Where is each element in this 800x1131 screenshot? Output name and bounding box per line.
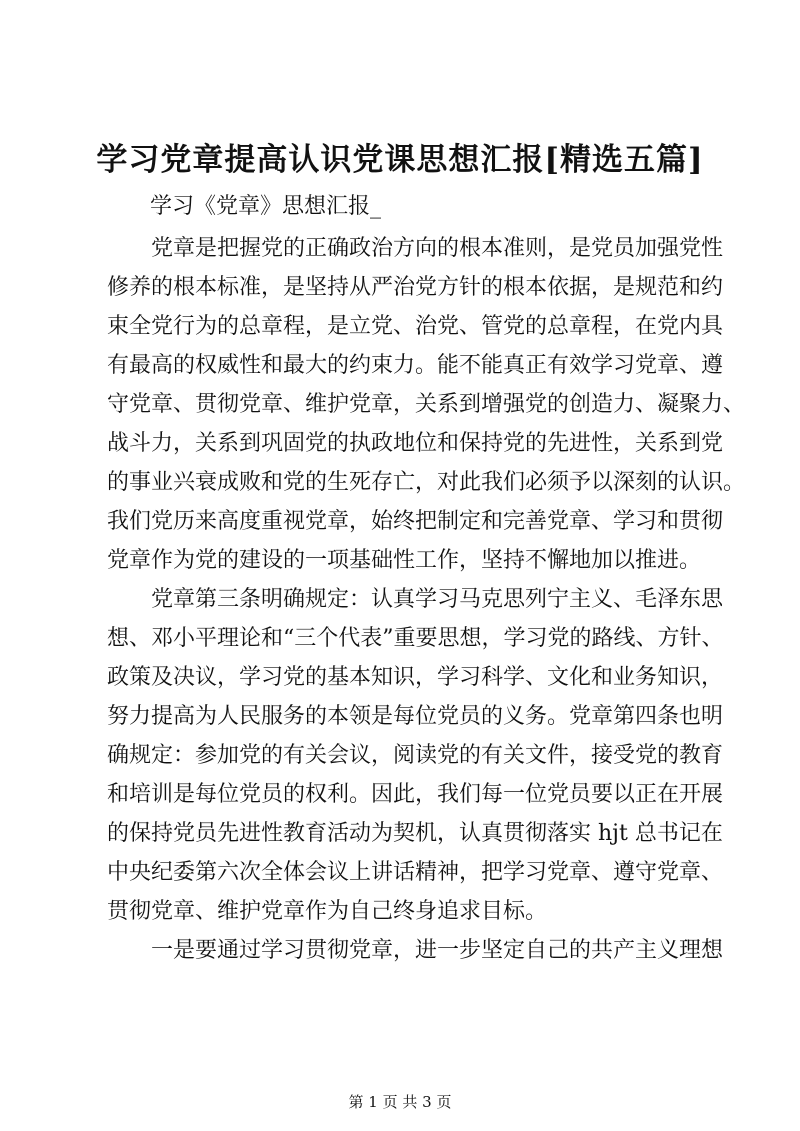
paragraph-line: 党章是把握党的正确政治方向的根本准则，是党员加强党性 <box>151 236 724 261</box>
paragraph-line: 守党章、贯彻党章、维护党章，关系到增强党的创造力、凝聚力、 <box>107 392 746 417</box>
paragraph-line: 确规定：参加党的有关会议，阅读党的有关文件，接受党的教育 <box>107 743 724 768</box>
page-number: 第 1 页 共 3 页 <box>348 1093 452 1111</box>
paragraph-2 <box>107 580 724 931</box>
paragraph-line: 修养的根本标准，是坚持从严治党方针的根本依据，是规范和约 <box>107 275 724 300</box>
paragraph-line: 有最高的权威性和最大的约束力。能不能真正有效学习党章、遵 <box>107 353 724 378</box>
paragraph-line: 和培训是每位党员的权利。因此，我们每一位党员要以正在开展 <box>107 782 724 807</box>
paragraph-line: 的事业兴衰成败和党的生死存亡，对此我们必须予以深刻的认识。 <box>107 470 746 495</box>
paragraph-line: 党章第三条明确规定：认真学习马克思列宁主义、毛泽东思 <box>151 587 724 612</box>
paragraph-line: 贯彻党章、维护党章作为自己终身追求目标。 <box>107 899 548 924</box>
paragraph-line: 一是要通过学习贯彻党章，进一步坚定自己的共产主义理想 <box>151 938 724 963</box>
paragraph-3 <box>107 931 724 970</box>
paragraph-line: 束全党行为的总章程，是立党、治党、管党的总章程，在党内具 <box>107 314 724 339</box>
paragraph-line: 中央纪委第六次全体会议上讲话精神，把学习党章、遵守党章、 <box>107 860 724 885</box>
paragraph-line: 党章作为党的建设的一项基础性工作，坚持不懈地加以推进。 <box>107 548 702 573</box>
paragraph-1 <box>107 229 746 580</box>
paragraph-line: 我们党历来高度重视党章，始终把制定和完善党章、学习和贯彻 <box>107 509 724 534</box>
paragraph-line: 的保持党员先进性教育活动为契机，认真贯彻落实 hjt 总书记在 <box>107 821 723 846</box>
paragraph-line: 想、邓小平理论和“三个代表”重要思想，学习党的路线、方针、 <box>107 626 724 651</box>
document-title: 学习党章提高认识党课思想汇报[精选五篇] <box>96 142 704 178</box>
paragraph-line: 努力提高为人民服务的本领是每位党员的义务。党章第四条也明 <box>107 704 724 729</box>
document-subtitle: 学习《党章》思想汇报_ <box>150 194 382 219</box>
paragraph-line: 战斗力，关系到巩固党的执政地位和保持党的先进性，关系到党 <box>107 431 724 456</box>
document-body <box>107 229 746 970</box>
paragraph-line: 政策及决议，学习党的基本知识，学习科学、文化和业务知识， <box>107 665 724 690</box>
